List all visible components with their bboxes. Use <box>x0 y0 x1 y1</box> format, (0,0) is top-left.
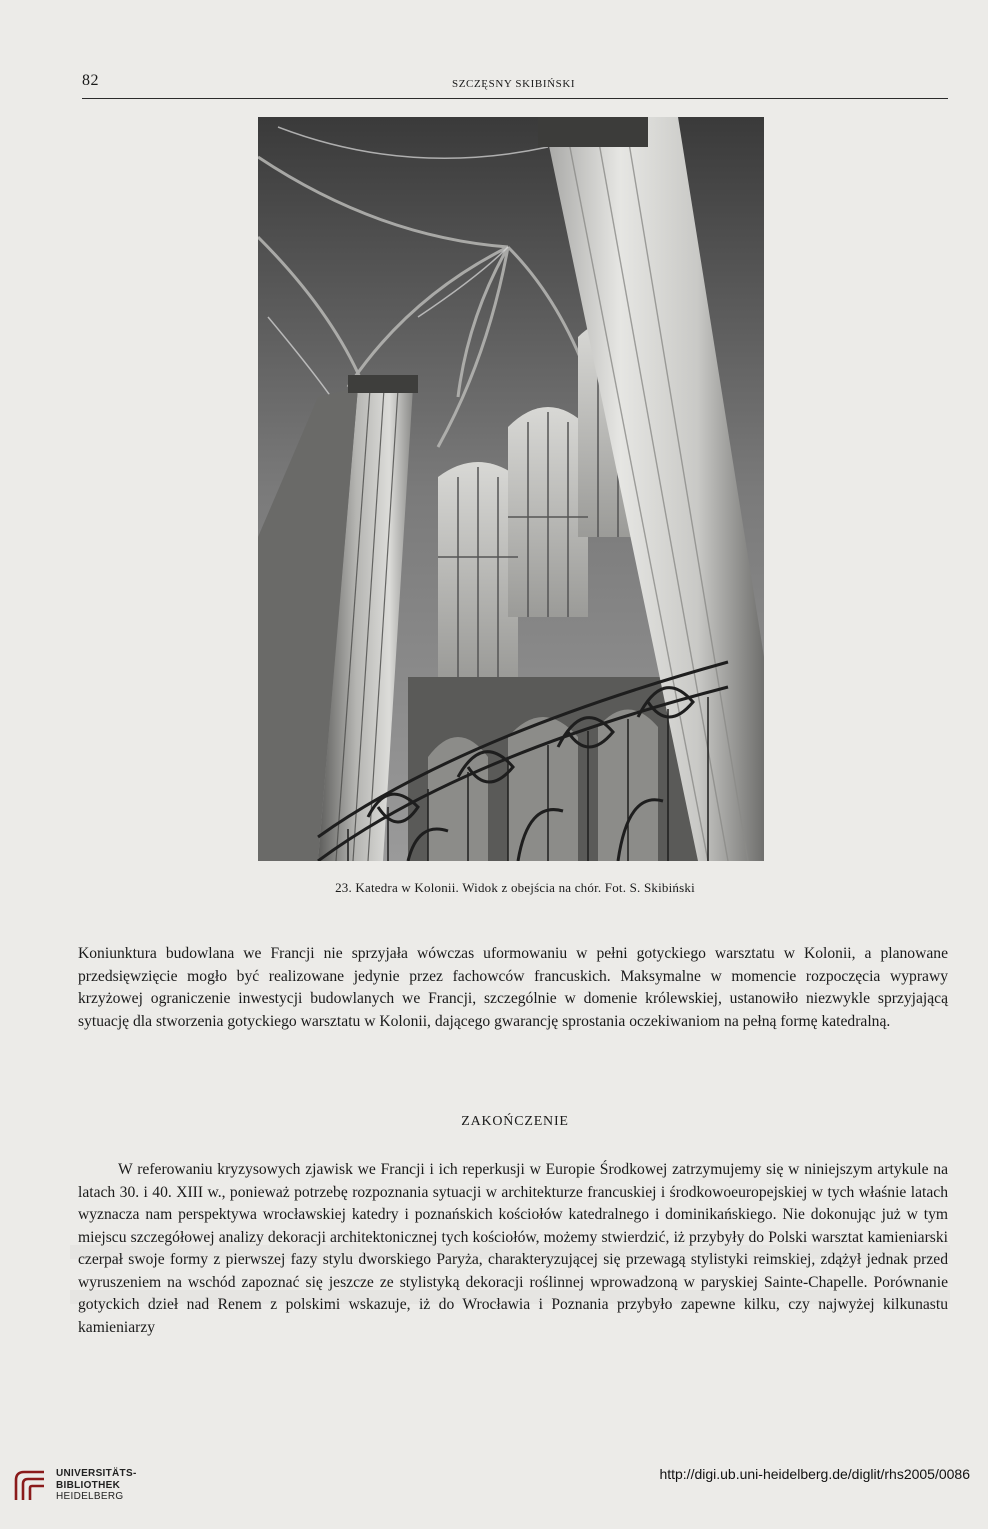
library-name-line: BIBLIOTHEK <box>56 1479 121 1491</box>
source-url-link[interactable]: http://digi.ub.uni-heidelberg.de/diglit/rhs2005/0086 <box>659 1466 970 1482</box>
page-header <box>82 72 948 99</box>
cathedral-photo <box>258 117 764 861</box>
page-number: 82 <box>82 72 99 89</box>
section-heading: ZAKOŃCZENIE <box>461 1114 569 1129</box>
library-name-line: UNIVERSITÄTS- <box>56 1468 137 1479</box>
figure-caption: 23. Katedra w Kolonii. Widok z obejścia na chór. Fot. S. Skibiński <box>335 880 695 895</box>
library-logo-icon <box>12 1468 48 1504</box>
page-footer <box>0 1456 988 1516</box>
library-name <box>56 1468 137 1503</box>
cathedral-photo-illustration <box>258 117 764 861</box>
body-paragraph: W referowaniu kryzysowych zjawisk we Francji i ich reperkusji w Europie Środkowej zatrzymujemy się w niniejszym artykule na latach 30. i 40. XIII w., ponieważ potrzebę rozpoznania sytuacji w architekturze francuskiej i środkowoeuropejskiej w tych właśnie latach wyznacza nam perspektywa wrocławskiej katedry i poznańskich kościołów katedralnego i dominikańskiego. Nie dokonując już w tym miejscu szczegółowej analizy dekoracji architektonicznej tych kościołów, możemy stwierdzić, iż przybyły do Polski warsztat kamieniarski czerpał swoje formy z pierwszej fazy stylu dworskiego Paryża, charakteryzującej się przewagą stylistyki reimskiej, zdążył jednak przed wyruszeniem na wschód zapoznać się jeszcze ze stylistyką dekoracji roślinnej wprowadzoną w paryskiej Sainte-Chapelle. Porównanie gotyckich dzieł nad Renem z polskimi wskazuje, iż do Wrocławia i Poznania przybyło zapewne kilku, czy najwyżej kilkunastu kamieniarzy <box>78 1161 948 1336</box>
running-head: SZCZĘSNY SKIBIŃSKI <box>452 78 576 90</box>
library-name-line: HEIDELBERG <box>56 1491 124 1502</box>
body-paragraph: Koniunktura budowlana we Francji nie sprzyjała wówczas uformowaniu w pełni gotyckiego warsztatu w Kolonii, a planowane przedsięwzięcie mogło być realizowane jedynie przez fachowców francuskich. Maksymalne w momencie rozpoczęcia wyprawy krzyżowej ograniczenie inwestycji budowlanych we Francji, szczególnie w domenie królewskiej, ustanowiło niezwykle sprzyjającą sytuację dla stworzenia gotyckiego warsztatu w Kolonii, dającego gwarancję sprostania oczekiwaniom na pełną formę katedralną. <box>78 945 948 1030</box>
